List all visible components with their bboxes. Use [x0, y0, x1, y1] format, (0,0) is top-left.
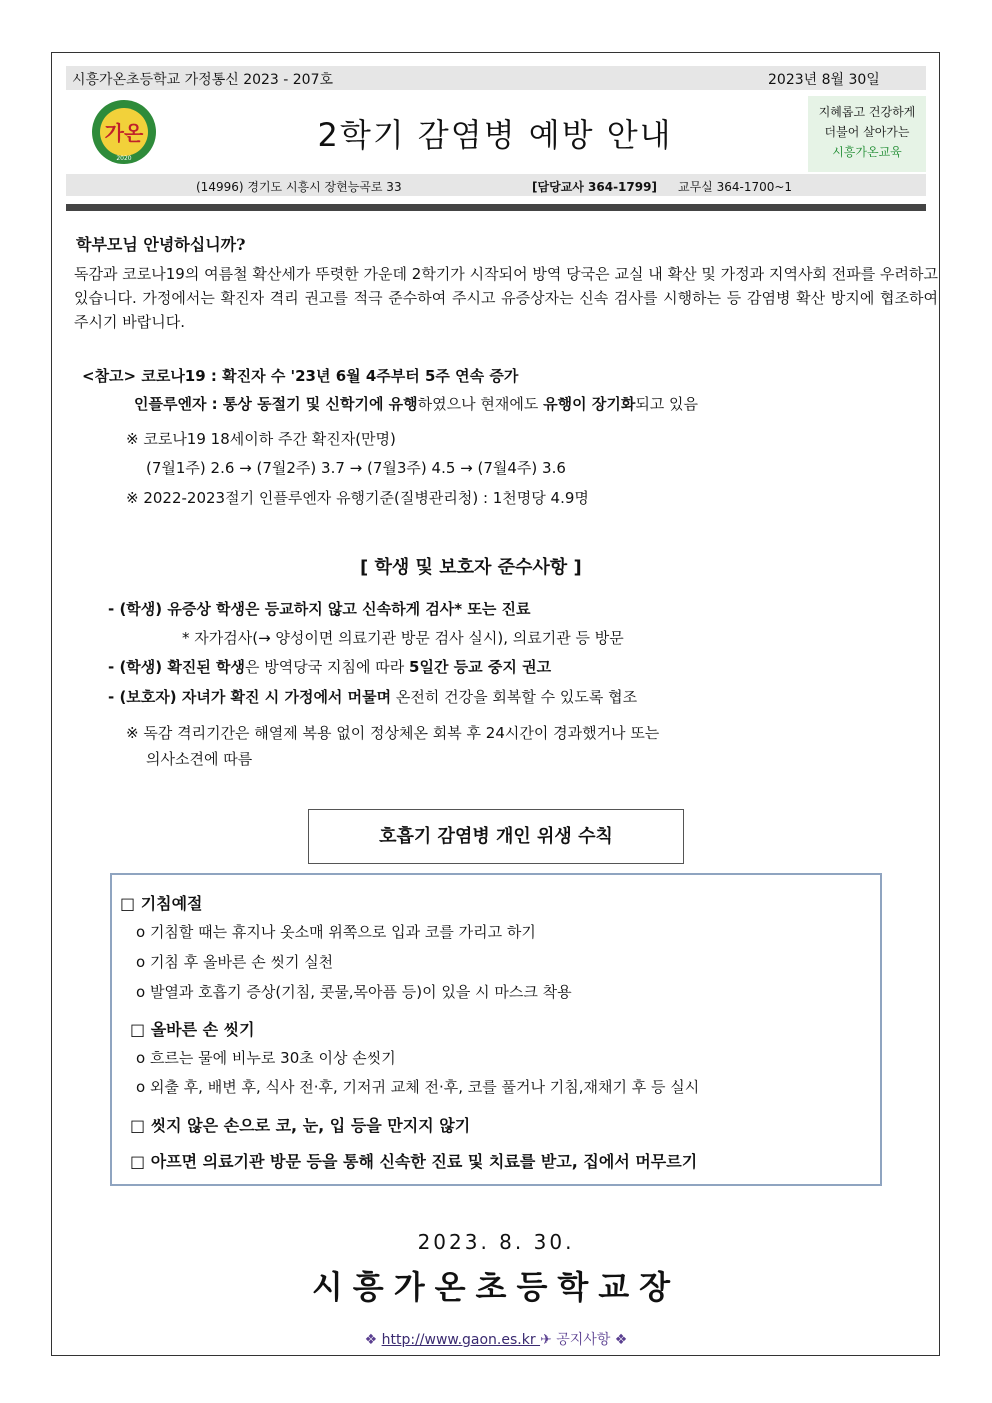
- rule-r2-b: 은 방역당국 지침에 따라: [245, 658, 410, 676]
- issue-number: 시흥가온초등학교 가정통신 2023 - 207호: [72, 72, 334, 88]
- footer-suffix: ❖: [610, 1332, 628, 1348]
- hygiene-item: o 기침 후 올바른 손 씻기 실천: [136, 953, 334, 971]
- reference-flu: [134, 393, 698, 414]
- hygiene-cough-heading: □ 기침예절: [120, 894, 203, 913]
- hygiene-stay-home-heading: □ 아프면 의료기관 방문 등을 통해 신속한 진료 및 치료를 받고, 집에서 머무르기: [130, 1152, 698, 1171]
- flu-text-d: 되고 있음: [635, 395, 699, 413]
- hygiene-item: o 발열과 호흡기 증상(기침, 콧물,목아픔 등)이 있을 시 마스크 착용: [136, 983, 572, 1001]
- greeting: 학부모님 안녕하십니까?: [76, 235, 246, 254]
- rule-r3-b: 온전히 건강을 회복할 수 있도록 협조: [391, 688, 638, 706]
- flu-bold-c: 유행이 장기화: [543, 395, 636, 413]
- flu-bold-a: 인플루엔자 : 통상 동절기 및 신학기에 유행: [134, 395, 418, 413]
- hygiene-item: o 흐르는 물에 비누로 30초 이상 손씻기: [136, 1049, 396, 1067]
- school-address: (14996) 경기도 시흥시 장현능곡로 33: [196, 180, 402, 194]
- hygiene-no-touch-heading: □ 씻지 않은 손으로 코, 눈, 입 등을 만지지 않기: [130, 1116, 471, 1135]
- slogan-line: 시흥가온교육: [832, 145, 902, 159]
- closing-date: 2023. 8. 30.: [417, 1230, 575, 1254]
- page-title: 2학기 감염병 예방 안내: [317, 116, 673, 154]
- hygiene-handwash-heading: □ 올바른 손 씻기: [130, 1020, 255, 1039]
- school-slogan: [808, 96, 926, 172]
- slogan-line: 지혜롭고 건강하게: [818, 105, 916, 119]
- header-divider: [66, 204, 926, 211]
- hygiene-item: o 기침할 때는 휴지나 옷소매 위쪽으로 입과 코를 가리고 하기: [136, 923, 536, 941]
- hygiene-item: o 외출 후, 배변 후, 식사 전·후, 기저귀 교체 전·후, 코를 풀거나 기침,재채기 후 등 실시: [136, 1078, 700, 1096]
- hygiene-title: 호흡기 감염병 개인 위생 수칙: [308, 809, 684, 864]
- rule-student-symptom-sub: * 자가검사(→ 양성이면 의료기관 방문 검사 실시), 의료기관 등 방문: [182, 629, 624, 647]
- address-bar: [66, 174, 926, 196]
- rule-guardian: [108, 686, 637, 707]
- footer-prefix: ❖: [364, 1332, 382, 1348]
- footer: [0, 1329, 992, 1349]
- logo-text: 가온: [104, 121, 144, 145]
- school-logo-icon: [84, 98, 164, 166]
- school-website-link[interactable]: http://www.gaon.es.kr: [381, 1332, 541, 1348]
- flu-text-b: 하였으나 현재에도: [417, 395, 544, 413]
- rule-r2-a: - (학생) 확진된 학생: [108, 658, 246, 676]
- logo-year: 2020: [116, 155, 132, 162]
- principal-signature: 시흥가온초등학교장: [311, 1268, 681, 1306]
- reference-covid: <참고> 코로나19 : 확진자 수 '23년 6월 4주부터 5주 연속 증가: [82, 367, 519, 385]
- rules-title: [ 학생 및 보호자 준수사항 ]: [360, 557, 582, 578]
- teacher-phone: [담당교사 364-1799]: [532, 180, 657, 194]
- notice-label: 공지사항: [556, 1332, 611, 1348]
- reference-note-flu: ※ 2022-2023절기 인플루엔자 유행기준(질병관리청) : 1천명당 4.9명: [126, 489, 589, 507]
- slogan-line: 더불어 살아가는: [824, 125, 910, 139]
- intro-paragraph: 독감과 코로나19의 여름철 확산세가 뚜렷한 가운데 2학기가 시작되어 방역 당국은 교실 내 확산 및 가정과 지역사회 전파를 우려하고 있습니다. 가정에서는 확진자 격리 권고를 적극 준수하여 주시고 유증상자는 신속 검사를 시행하는 등 감염병 확산 방지에 협조하여 주시기 바랍니다.: [74, 265, 938, 331]
- rule-r3-a: - (보호자) 자녀가 확진 시 가정에서 머물며: [108, 688, 392, 706]
- rule-r2-c: 5일간 등교 중지 권고: [409, 658, 552, 676]
- arrow-icon: ✈: [540, 1332, 557, 1348]
- hygiene-box: [110, 873, 882, 1186]
- issue-date: 2023년 8월 30일: [768, 72, 880, 88]
- rule-student-symptom: - (학생) 유증상 학생은 등교하지 않고 신속하게 검사* 또는 진료: [108, 600, 531, 618]
- office-phone: 교무실 364-1700~1: [678, 180, 793, 194]
- rule-student-confirmed: [108, 656, 551, 677]
- reference-note-covid: ※ 코로나19 18세이하 주간 확진자(만명): [126, 430, 396, 448]
- rule-note-line2: 의사소견에 따름: [146, 750, 253, 768]
- reference-note-values: (7월1주) 2.6 → (7월2주) 3.7 → (7월3주) 4.5 → (7월4주) 3.6: [146, 459, 566, 477]
- rule-note-line1: ※ 독감 격리기간은 해열제 복용 없이 정상체온 회복 후 24시간이 경과했거나 또는: [126, 724, 660, 742]
